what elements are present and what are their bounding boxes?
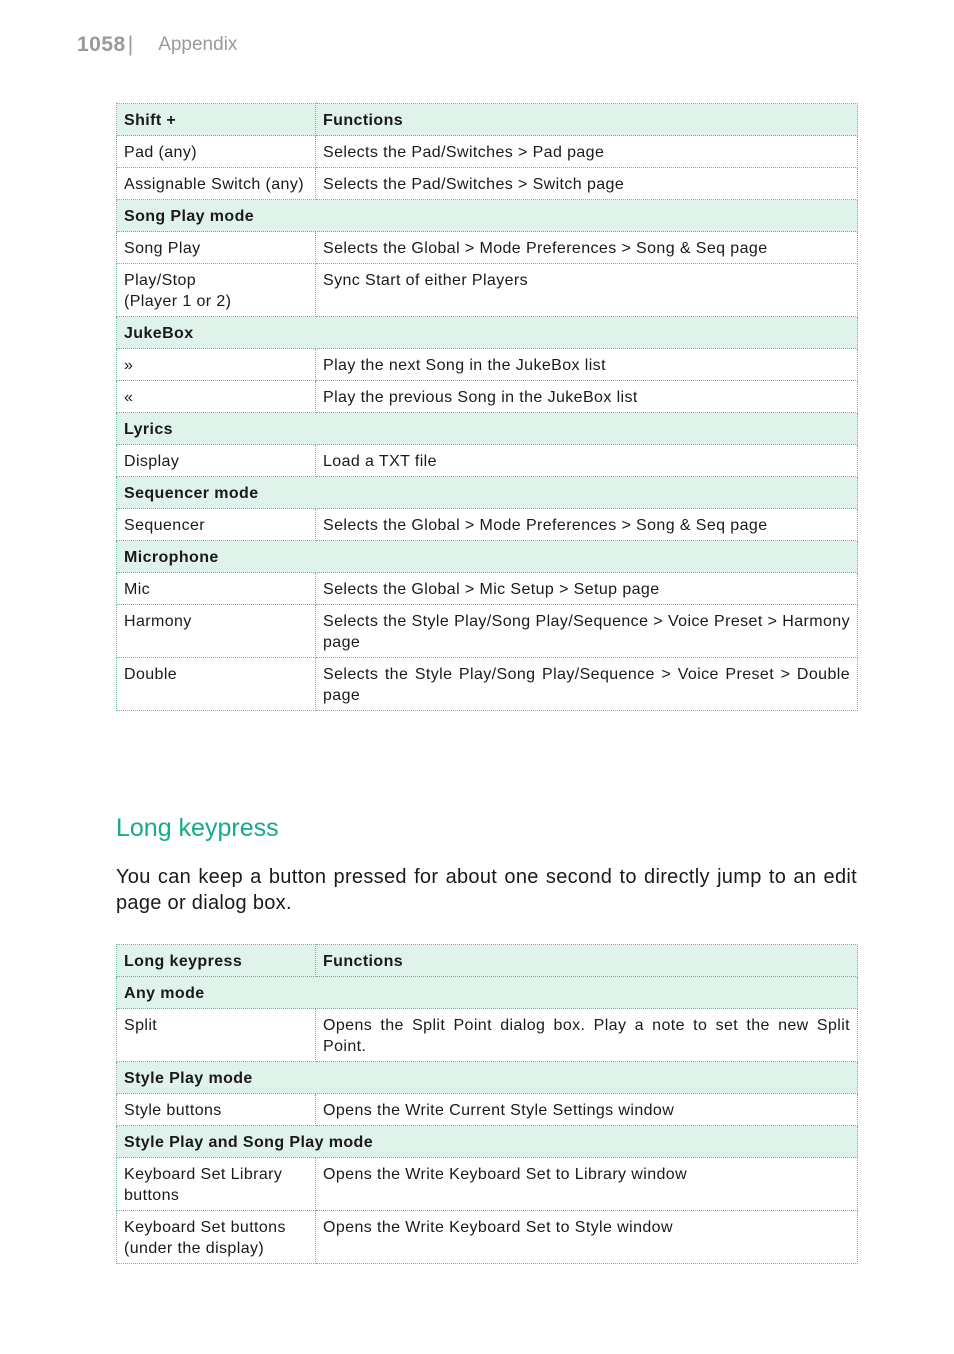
function-cell: Opens the Write Keyboard Set to Library window — [316, 1158, 858, 1211]
function-cell: Opens the Write Current Style Settings window — [316, 1094, 858, 1126]
column-header: Shift + — [117, 104, 316, 136]
table-row — [117, 381, 858, 413]
group-row — [117, 977, 858, 1009]
key-cell: Keyboard Set Library buttons — [117, 1158, 316, 1211]
group-row — [117, 477, 858, 509]
key-cell: Harmony — [117, 605, 316, 658]
key-cell: Split — [117, 1009, 316, 1062]
table-row — [117, 1009, 858, 1062]
table-row — [117, 136, 858, 168]
column-header: Functions — [316, 945, 858, 977]
group-label: Style Play and Song Play mode — [117, 1126, 858, 1158]
table-row — [117, 264, 858, 317]
function-cell: Selects the Global > Mode Preferences > Song & Seq page — [316, 509, 858, 541]
function-cell: Selects the Style Play/Song Play/Sequence > Voice Preset > Double page — [316, 658, 858, 711]
key-cell: » — [117, 349, 316, 381]
table-row — [117, 1211, 858, 1264]
key-cell: « — [117, 381, 316, 413]
function-cell: Selects the Global > Mic Setup > Setup page — [316, 573, 858, 605]
group-label: Style Play mode — [117, 1062, 858, 1094]
group-row — [117, 1126, 858, 1158]
function-cell: Opens the Split Point dialog box. Play a note to set the new Split Point. — [316, 1009, 858, 1062]
table-row — [117, 573, 858, 605]
key-cell: Style buttons — [117, 1094, 316, 1126]
table-row — [117, 509, 858, 541]
group-label: Microphone — [117, 541, 858, 573]
group-row — [117, 1062, 858, 1094]
table-row — [117, 1094, 858, 1126]
function-cell: Selects the Global > Mode Preferences > Song & Seq page — [316, 232, 858, 264]
column-header: Functions — [316, 104, 858, 136]
table-header-row — [117, 945, 858, 977]
section-title: Long keypress — [116, 814, 279, 842]
key-cell: Assignable Switch (any) — [117, 168, 316, 200]
function-cell: Opens the Write Keyboard Set to Style window — [316, 1211, 858, 1264]
table-row — [117, 445, 858, 477]
section-intro: You can keep a button pressed for about one second to directly jump to an edit page or dialog box. — [116, 866, 857, 914]
function-cell: Load a TXT file — [316, 445, 858, 477]
group-label: Lyrics — [117, 413, 858, 445]
key-cell: Double — [117, 658, 316, 711]
function-cell: Play the next Song in the JukeBox list — [316, 349, 858, 381]
group-row — [117, 541, 858, 573]
key-cell: Song Play — [117, 232, 316, 264]
group-label: JukeBox — [117, 317, 858, 349]
section-name: Appendix — [158, 34, 238, 55]
group-label: Sequencer mode — [117, 477, 858, 509]
key-cell: Pad (any) — [117, 136, 316, 168]
table-row — [117, 349, 858, 381]
function-cell: Selects the Pad/Switches > Switch page — [316, 168, 858, 200]
table-row — [117, 232, 858, 264]
column-header: Long keypress — [117, 945, 316, 977]
shift-functions-table — [116, 103, 858, 711]
page-separator: | — [127, 33, 134, 56]
key-cell: Keyboard Set buttons (under the display) — [117, 1211, 316, 1264]
table-row — [117, 168, 858, 200]
group-label: Any mode — [117, 977, 858, 1009]
key-cell: Mic — [117, 573, 316, 605]
table-row — [117, 605, 858, 658]
page-number: 1058 — [77, 33, 126, 56]
key-cell: Sequencer — [117, 509, 316, 541]
table-row — [117, 1158, 858, 1211]
group-label: Song Play mode — [117, 200, 858, 232]
table-header-row — [117, 104, 858, 136]
key-cell: Display — [117, 445, 316, 477]
long-keypress-table — [116, 944, 858, 1264]
group-row — [117, 413, 858, 445]
function-cell: Selects the Pad/Switches > Pad page — [316, 136, 858, 168]
page-header — [77, 31, 237, 59]
group-row — [117, 200, 858, 232]
function-cell: Sync Start of either Players — [316, 264, 858, 317]
function-cell: Selects the Style Play/Song Play/Sequence > Voice Preset > Harmony page — [316, 605, 858, 658]
function-cell: Play the previous Song in the JukeBox list — [316, 381, 858, 413]
table-row — [117, 658, 858, 711]
key-cell: Play/Stop (Player 1 or 2) — [117, 264, 316, 317]
group-row — [117, 317, 858, 349]
